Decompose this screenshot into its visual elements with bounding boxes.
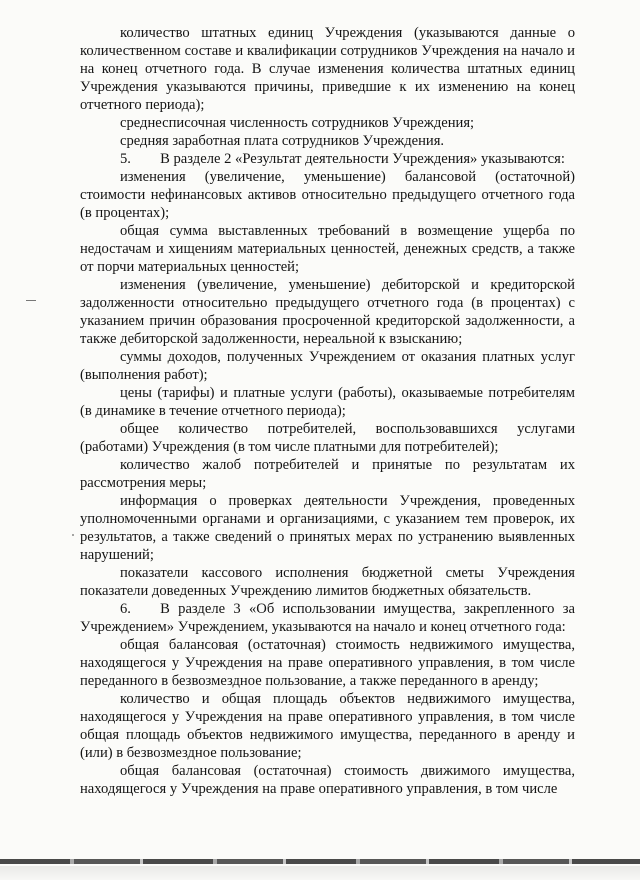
paragraph-section-6-heading: 6. В разделе 3 «Об использовании имущества, закрепленного за Учреждением» Учреждением, указываются на начало и конец отчетного года:: [80, 601, 575, 635]
paragraph-consumers-count: общее количество потребителей, воспользовавшихся услугами (работами) Учреждения (в том числе платными для потребителей);: [80, 421, 575, 455]
paragraph-avg-salary: средняя заработная плата сотрудников Учреждения.: [120, 133, 445, 149]
paragraph-nonfinancial-assets: изменения (увеличение, уменьшение) балансовой (остаточной) стоимости нефинансовых активов относительно предыдущего отчетного года (в процентах);: [80, 169, 575, 221]
paragraph-real-estate-value: общая балансовая (остаточная) стоимость недвижимого имущества, находящегося у Учреждения на праве оперативного управления, в том числе переданного в безвозмездное пользование, а также переданного в аренду;: [80, 637, 575, 689]
paragraph-real-estate-area: количество и общая площадь объектов недвижимого имущества, находящегося у Учреждения на праве оперативного управления, в том числе общая площадь объектов недвижимого имущества, переданного в аренду и (или) в безвозмездное пользование;: [80, 691, 575, 761]
paragraph-prices-tariffs: цены (тарифы) и платные услуги (работы), оказываемые потребителям (в динамике в течение отчетного периода);: [80, 385, 575, 419]
paragraph-avg-headcount: среднесписочная численность сотрудников Учреждения;: [120, 115, 475, 131]
paragraph-section-5-heading: 5. В разделе 2 «Результат деятельности Учреждения» указываются:: [120, 151, 565, 167]
paragraph-movable-property: общая балансовая (остаточная) стоимость движимого имущества, находящегося у Учреждения на праве оперативного управления, в том числе: [80, 763, 575, 797]
scan-bottom-shadow: [0, 866, 640, 880]
paragraph-income-paid-services: суммы доходов, полученных Учреждением от оказания платных услуг (выполнения работ);: [80, 349, 575, 383]
paragraph-staff-units: количество штатных единиц Учреждения (указываются данные о количественном составе и квалификации сотрудников Учреждения на начало и на конец отчетного года. В случае изменения количества штатных единиц Учреждения указываются причины, приведшие к их изменению на конец отчетного периода);: [80, 25, 575, 113]
paragraph-damage-claims: общая сумма выставленных требований в возмещение ущерба по недостачам и хищениям материальных ценностей, денежных средств, а также от порчи материальных ценностей;: [80, 223, 575, 275]
paragraph-inspections: информация о проверках деятельности Учреждения, проведенных уполномоченными органами и организациями, с указанием тем проверок, их результатов, а также сведений о принятых мерах по устранению выявленных нарушений;: [80, 493, 575, 563]
document-body: [80, 24, 575, 798]
scan-bottom-edge: [0, 859, 640, 864]
paragraph-budget-execution: показатели кассового исполнения бюджетной сметы Учреждения показатели доведенных Учреждению лимитов бюджетных обязательств.: [80, 565, 575, 599]
paragraph-receivables-payables: изменения (увеличение, уменьшение) дебиторской и кредиторской задолженности относительно предыдущего отчетного года (в процентах) с указанием причин образования просроченной кредиторской задолженности, а также дебиторской задолженности, нереальной к взысканию;: [80, 277, 575, 347]
scan-margin-mark: [26, 300, 36, 301]
paragraph-complaints: количество жалоб потребителей и принятые по результатам их рассмотрения меры;: [80, 457, 575, 491]
scan-speck: [72, 534, 74, 536]
